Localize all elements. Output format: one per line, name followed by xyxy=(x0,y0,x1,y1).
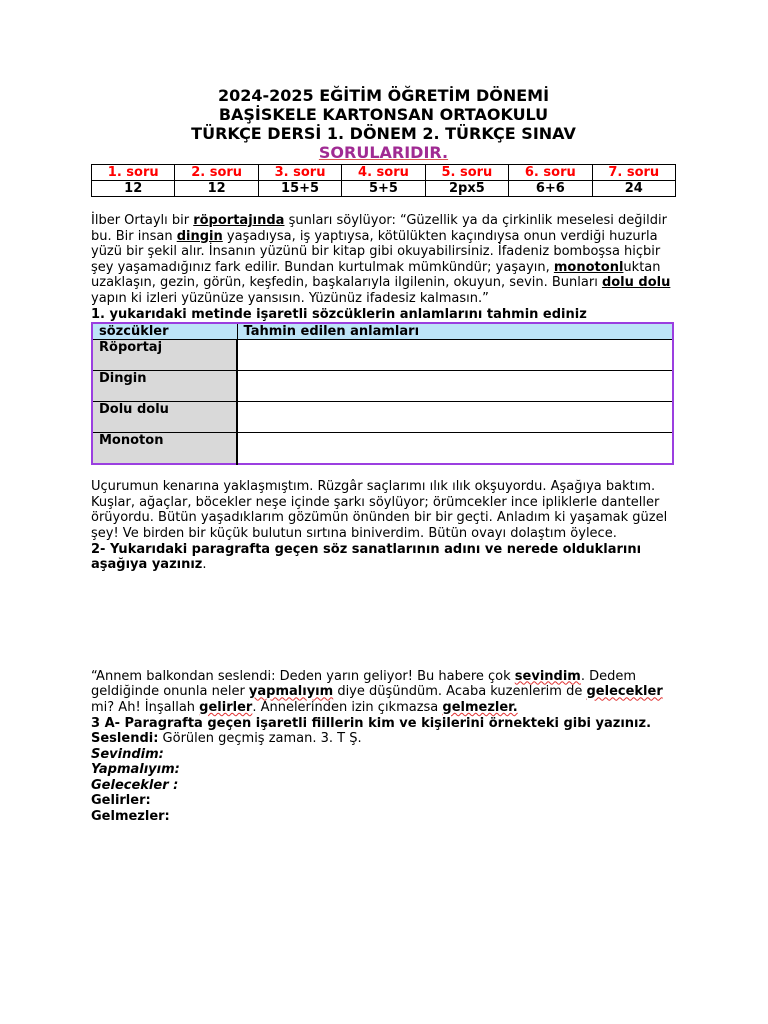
question-2 xyxy=(91,542,676,573)
col-meanings: Tahmin edilen anlamları xyxy=(237,323,673,340)
score-points: 12 xyxy=(92,181,175,197)
passage-text: “Annem balkondan seslendi: Deden yarın geliyor! Bu habere çok xyxy=(91,668,515,684)
passage-text: . Annelerinden izin çıkmazsa xyxy=(252,699,443,715)
word-row xyxy=(92,402,673,433)
score-points: 12 xyxy=(175,181,258,197)
marked-verb: gelirler xyxy=(199,699,253,715)
score-points: 6+6 xyxy=(509,181,592,197)
title-line-3: TÜRKÇE DERSİ 1. DÖNEM 2. TÜRKÇE SINAV xyxy=(191,124,576,143)
title-line-4 xyxy=(91,143,676,162)
marked-verb: gelmezler. xyxy=(442,699,518,715)
word-row xyxy=(92,371,673,402)
marked-verb: yapmalıyım xyxy=(248,684,334,700)
passage-text: İlber Ortaylı bir xyxy=(91,213,194,228)
verb-item: Yapmalıyım: xyxy=(91,762,180,778)
verb-item: Gelecekler : xyxy=(91,777,179,793)
word-label: Dolu dolu xyxy=(92,402,237,433)
score-header: 3. soru xyxy=(258,165,341,181)
score-table xyxy=(91,164,676,197)
marked-verb: sevindim xyxy=(514,668,581,684)
marked-word: dolu dolu xyxy=(601,275,671,291)
passage-2: Uçurumun kenarına yaklaşmıştım. Rüzgâr saçlarımı ılık ılık okşuyordu. Aşağıya baktım. Kuşlar, ağaçlar, böcekler neşe içinde şarkı söylüyor; örümcekler ince ipliklerle danteller örüyordu. Bütün yaşadıklarım gözümün önünden bir bir geçti. Anladım ki yaşamak güzel şey! Ve birden bir küçük bulutun sırtına biniverdim. Bütün ovayı dolaştım öylece. xyxy=(91,479,668,541)
answer-space-2[interactable] xyxy=(91,573,676,669)
marked-word: dingin xyxy=(176,228,223,244)
passage-text: yapın ki izleri yüzünüze yansısın. Yüzünüz ifadesiz kalmasın.” xyxy=(91,290,489,306)
example-label: Seslendi: xyxy=(91,731,159,747)
word-label: Monoton xyxy=(92,433,237,465)
score-header: 7. soru xyxy=(592,165,675,181)
example-value: Görülen geçmiş zaman. 3. T Ş. xyxy=(158,731,362,747)
score-points: 24 xyxy=(592,181,675,197)
answer-cell[interactable] xyxy=(237,340,673,371)
example-line xyxy=(91,731,676,747)
passage-text: diye düşündüm. Acaba kuzenlerim de xyxy=(333,684,587,700)
word-row xyxy=(92,340,673,371)
answer-cell[interactable] xyxy=(237,371,673,402)
verb-item: Gelirler: xyxy=(91,793,151,809)
word-table-header xyxy=(92,323,673,340)
score-header: 5. soru xyxy=(425,165,508,181)
word-label: Röportaj xyxy=(92,340,237,371)
score-points: 15+5 xyxy=(258,181,341,197)
question-1: 1. yukarıdaki metinde işaretli sözcüklerin anlamlarını tahmin ediniz xyxy=(91,306,587,322)
passage-text: mi? Ah! İnşallah xyxy=(91,699,200,715)
question-3: 3 A- Paragrafta geçen işaretli fiillerin kim ve kişilerini örnekteki gibi yazınız. xyxy=(91,715,652,731)
passage-1 xyxy=(91,213,676,307)
word-row xyxy=(92,433,673,465)
question-2-dot: . xyxy=(202,557,207,573)
title-line-1: 2024-2025 EĞİTİM ÖĞRETİM DÖNEMİ xyxy=(217,86,550,105)
title-dot: . xyxy=(442,143,449,162)
score-header: 1. soru xyxy=(92,165,175,181)
title-subtitle: SORULARIDIR xyxy=(318,143,443,162)
score-points: 2px5 xyxy=(425,181,508,197)
marked-word: röportajında xyxy=(193,213,285,228)
answer-cell[interactable] xyxy=(237,402,673,433)
verb-item: Gelmezler: xyxy=(91,809,170,825)
score-points-row xyxy=(92,181,676,197)
exam-title xyxy=(91,86,676,162)
answer-cell[interactable] xyxy=(237,433,673,465)
exam-page xyxy=(91,86,676,825)
verb-item: Sevindim: xyxy=(91,746,164,762)
passage-3 xyxy=(91,669,676,716)
marked-word: monotonl xyxy=(553,259,624,275)
title-line-2: BAŞİSKELE KARTONSAN ORTAOKULU xyxy=(218,105,549,124)
passage-text: yaşadıysa, iş yaptıysa, kötülükten kaçındıysa onun verdiği huzurla yüzü bir şekil alır. İnsanın yüzünü bir kitap gibi okuyabilirsiniz. İfadeniz bomboşsa hiçbir şey yaşamadığınız fark edilir. Bundan kurtulmak mümkündür; yaşayın, xyxy=(91,228,661,275)
score-header: 4. soru xyxy=(342,165,425,181)
passage-text: . Dedem geldiğinde onunla neler xyxy=(91,668,637,700)
score-points: 5+5 xyxy=(342,181,425,197)
passage-text: uktan uzaklaşın, gezin, görün, keşfedin, başkalarıyla ilgilenin, okuyun, sevin. Bunları xyxy=(91,259,661,291)
word-label: Dingin xyxy=(92,371,237,402)
question-2-text: 2- Yukarıdaki paragrafta geçen söz sanatlarının adını ve nerede olduklarını aşağıya yazınız xyxy=(91,541,642,573)
score-header-row xyxy=(92,165,676,181)
word-meaning-table xyxy=(91,322,674,465)
passage-text: şunları söylüyor: “Güzellik ya da çirkinlik meselesi değildir bu. Bir insan xyxy=(91,213,667,244)
score-header: 6. soru xyxy=(509,165,592,181)
col-words: sözcükler xyxy=(92,323,237,340)
score-header: 2. soru xyxy=(175,165,258,181)
marked-verb: gelecekler xyxy=(586,684,663,700)
